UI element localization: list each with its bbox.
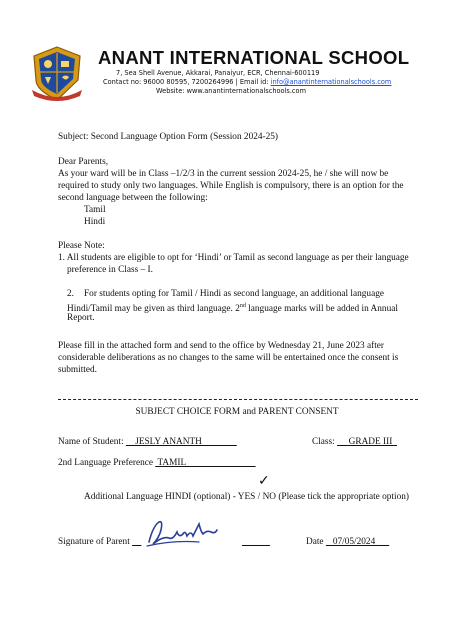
date-row	[306, 537, 389, 549]
signature-row	[58, 537, 141, 549]
school-contact	[103, 78, 391, 86]
letter-subject: Subject: Second Language Option Form (Session 2024-25)	[58, 132, 278, 142]
signature-underline	[242, 537, 279, 549]
class-field[interactable]: GRADE III	[337, 437, 397, 447]
signature-label: Signature of Parent	[58, 537, 130, 547]
signature-blank	[270, 537, 279, 547]
class-label: Class:	[312, 437, 335, 447]
closing-line: considerable deliberations as no changes to the same will be entertained once the consent is	[58, 353, 399, 363]
language-preference-label: 2nd Language Preference	[58, 458, 153, 468]
language-option: Hindi	[84, 217, 106, 227]
note-title: Please Note:	[58, 241, 105, 251]
note-2-line: Report.	[67, 313, 95, 323]
note-2-line: For students opting for Tamil / Hindi as second language, an additional language	[84, 289, 384, 299]
language-option: Tamil	[84, 205, 106, 215]
student-name-row	[58, 437, 237, 449]
email-link[interactable]: info@anantinternationalschools.com	[270, 78, 392, 86]
date-field[interactable]: 07/05/2024	[325, 537, 390, 547]
additional-language-option[interactable]: Additional Language HINDI (optional) - YES / NO (Please tick the appropriate option)	[84, 492, 409, 502]
contact-numbers: Contact no: 96000 80595, 7200264996 | Email id:	[103, 78, 271, 86]
note-1-line: 1. All students are eligible to opt for ‘Hindi’ or Tamil as second language as per their language	[58, 253, 409, 263]
body-line: As your ward will be in Class –1/2/3 in the current session 2024-25, he / she will now be	[58, 169, 389, 179]
letter-greeting: Dear Parents,	[58, 157, 109, 167]
school-crest-logo	[28, 44, 86, 102]
closing-line: Please fill in the attached form and send to the office by Wednesday 21, June 2023 after	[58, 341, 385, 351]
school-address: 7, Sea Shell Avenue, Akkarai, Panaiyur, ECR, Chennai-600119	[116, 69, 320, 77]
student-name-field[interactable]: JESLY ANANTH	[125, 437, 237, 447]
body-line: required to study only two languages. While English is compulsory, there is an option for the	[58, 181, 404, 191]
language-preference-row	[58, 458, 256, 470]
note-2-number: 2.	[67, 289, 74, 299]
note-1-line: preference in Class – I.	[67, 265, 153, 275]
note-2-text: Hindi/Tamil may be given as third language. 2	[67, 304, 240, 315]
closing-line: submitted.	[58, 365, 97, 375]
cut-line-divider	[58, 399, 418, 400]
note-2-text: language marks will be added in Annual	[245, 304, 398, 315]
parent-signature	[143, 516, 221, 552]
body-line: second language between the following:	[58, 193, 208, 203]
note-2-line	[67, 301, 398, 316]
signature-blank[interactable]	[242, 537, 270, 547]
school-website: Website: www.anantinternationalschools.com	[156, 87, 307, 95]
class-row	[312, 437, 397, 449]
check-mark-icon: ✓	[258, 474, 270, 489]
form-title: SUBJECT CHOICE FORM and PARENT CONSENT	[135, 407, 339, 417]
student-name-label: Name of Student:	[58, 437, 124, 447]
date-label: Date	[306, 537, 324, 547]
ordinal-suffix: nd	[239, 303, 246, 309]
language-preference-field[interactable]: TAMIL	[155, 458, 256, 468]
signature-field[interactable]	[132, 537, 141, 547]
school-name: ANANT INTERNATIONAL SCHOOL	[98, 47, 410, 68]
